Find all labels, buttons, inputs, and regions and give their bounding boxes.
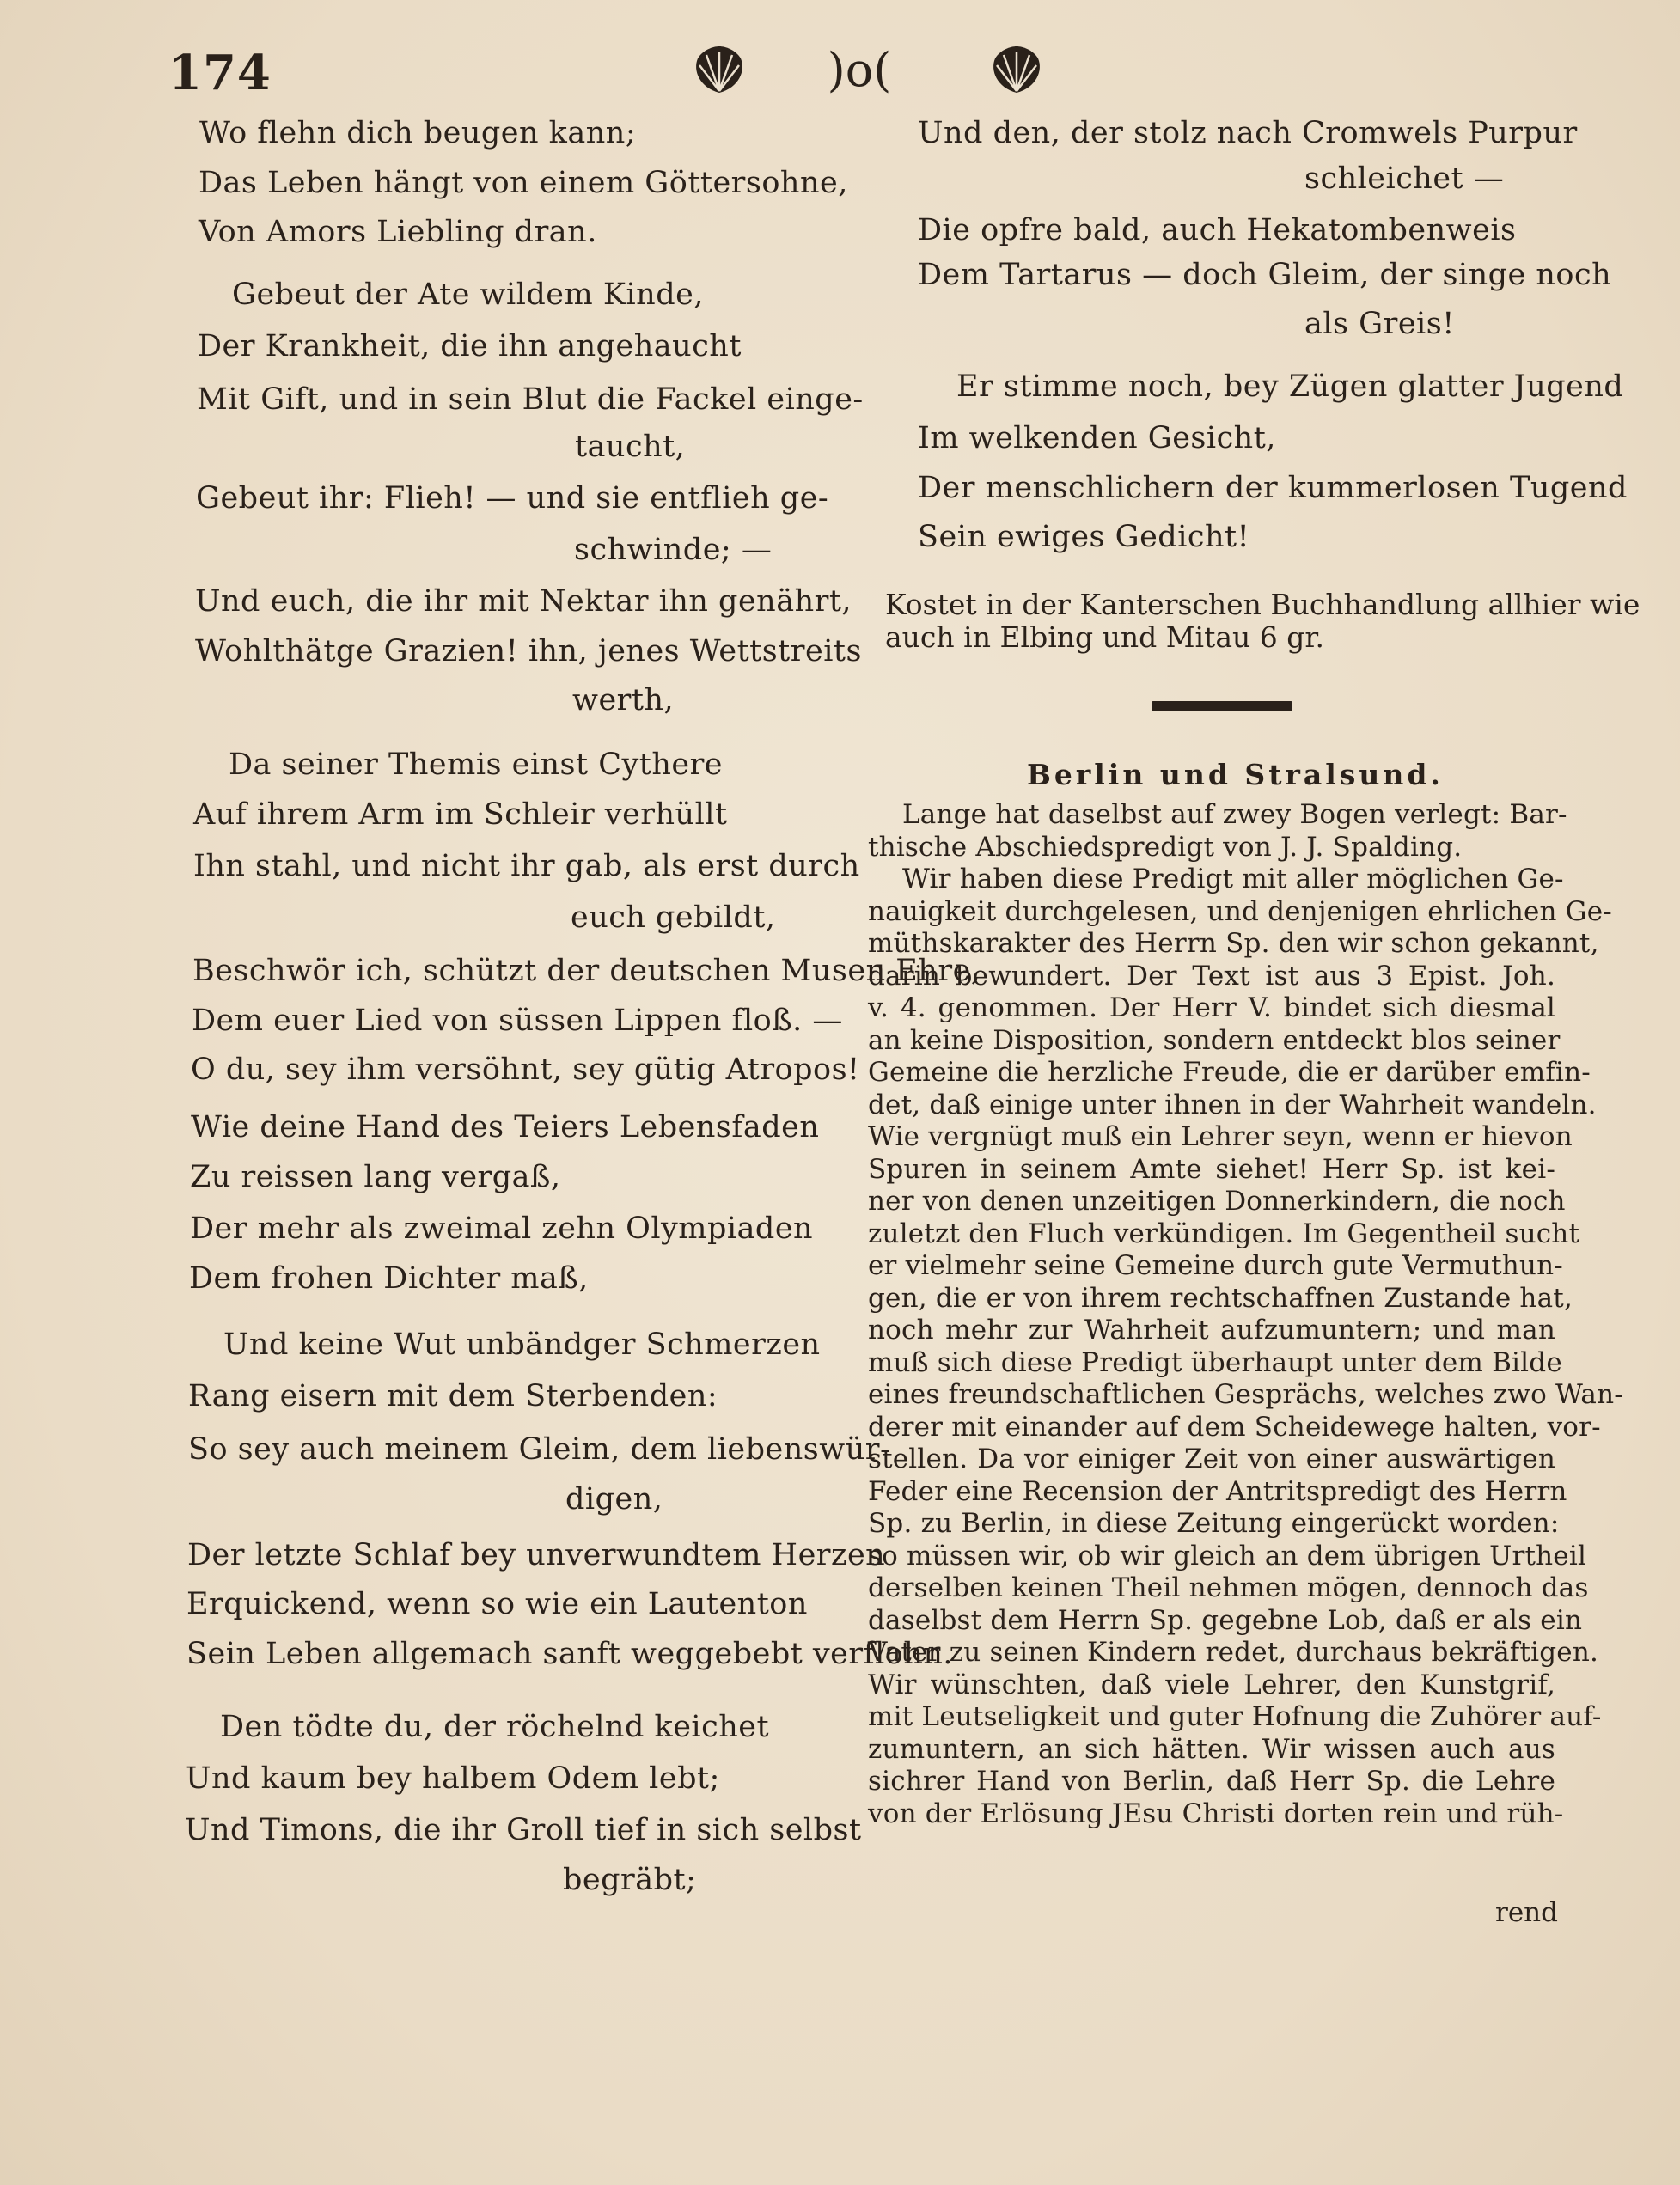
article-line: eines freundschaftlichen Gesprächs, welches zwo Wan- xyxy=(868,1379,1623,1410)
shell-ornament-left-icon xyxy=(689,43,749,98)
poem-line: digen, xyxy=(565,1482,663,1517)
poem-line: Da seiner Themis einst Cythere xyxy=(229,748,724,782)
poem-line: Und den, der stolz nach Cromwels Purpur xyxy=(918,116,1578,150)
poem-line: Wo flehn dich beugen kann; xyxy=(199,116,637,150)
article-line: Wir haben diese Predigt mit aller möglichen Ge- xyxy=(902,864,1564,894)
article-line: ner von denen unzeitigen Donnerkindern, die noch xyxy=(868,1186,1566,1217)
price-note-line: auch in Elbing und Mitau 6 gr. xyxy=(885,620,1325,654)
article-line: Feder eine Recension der Antritspredigt des Herrn xyxy=(868,1475,1567,1507)
poem-line: Er stimme noch, bey Zügen glatter Jugend xyxy=(956,369,1624,404)
article-line: Spuren in seinem Amte siehet! Herr Sp. ist kei- xyxy=(868,1153,1555,1185)
article-line: thische Abschiedspredigt von J. J. Spalding. xyxy=(868,831,1463,863)
poem-line: Im welkenden Gesicht, xyxy=(918,421,1276,455)
poem-line: Der menschlichern der kummerlosen Tugend xyxy=(918,471,1628,505)
article-line: mit Leutseligkeit und guter Hofnung die Zuhörer auf- xyxy=(868,1701,1602,1732)
article-line: Wie vergnügt muß ein Lehrer seyn, wenn er hievon xyxy=(868,1121,1573,1152)
poem-line: Sein Leben allgemach sanft weggebebt verflohn. xyxy=(186,1637,954,1671)
poem-line: Das Leben hängt von einem Göttersohne, xyxy=(199,166,848,200)
poem-line: taucht, xyxy=(575,430,686,464)
article-line: Vater zu seinen Kindern redet, durchaus bekräftigen. xyxy=(868,1637,1599,1668)
article-line: gen, die er von ihrem rechtschaffnen Zustande hat, xyxy=(868,1282,1573,1314)
poem-line: Und kaum bey halbem Odem lebt; xyxy=(186,1761,720,1796)
poem-line: Ihn stahl, und nicht ihr gab, als erst durch xyxy=(193,849,860,883)
article-line: so müssen wir, ob wir gleich an dem übrigen Urtheil xyxy=(868,1540,1587,1572)
article-line: det, daß einige unter ihnen in der Wahrheit wandeln. xyxy=(868,1089,1597,1120)
article-line: v. 4. genommen. Der Herr V. bindet sich diesmal xyxy=(868,992,1555,1023)
poem-line: Der Krankheit, die ihn angehaucht xyxy=(198,329,742,363)
poem-line: Erquickend, wenn so wie ein Lautenton xyxy=(186,1587,808,1621)
article-line: Wir wünschten, daß viele Lehrer, den Kunstgrif, xyxy=(868,1669,1555,1700)
poem-line: Wohlthätge Grazien! ihn, jenes Wettstreits xyxy=(195,634,862,668)
article-line: daselbst dem Herrn Sp. gegebne Lob, daß er als ein xyxy=(868,1604,1583,1636)
catchword: rend xyxy=(1495,1897,1558,1928)
poem-line: schleichet — xyxy=(1304,162,1505,196)
poem-line: als Greis! xyxy=(1304,307,1455,341)
article-line: von der Erlösung JEsu Christi dorten rein und rüh- xyxy=(868,1797,1564,1829)
poem-line: Gebeut ihr: Flieh! — und sie entflieh ge- xyxy=(196,481,829,516)
article-line: noch mehr zur Wahrheit aufzumuntern; und man xyxy=(868,1315,1555,1346)
poem-line: Der letzte Schlaf bey unverwundtem Herzen xyxy=(187,1538,886,1572)
poem-line: Die opfre bald, auch Hekatombenweis xyxy=(918,213,1517,247)
article-line: Gemeine die herzliche Freude, die er darüber emfin- xyxy=(868,1057,1591,1088)
poem-line: Und keine Wut unbändger Schmerzen xyxy=(223,1327,821,1362)
article-line: nauigkeit durchgelesen, und denjenigen ehrlichen Ge- xyxy=(868,895,1612,927)
article-line: stellen. Da vor einiger Zeit von einer auswärtigen xyxy=(868,1443,1555,1474)
article-line: darin bewundert. Der Text ist aus 3 Epist. Joh. xyxy=(868,960,1555,992)
poem-line: Und euch, die ihr mit Nektar ihn genährt, xyxy=(195,584,852,619)
page-number: 174 xyxy=(168,45,272,101)
poem-line: euch gebildt, xyxy=(571,900,776,935)
shell-ornament-right-icon xyxy=(987,43,1047,98)
poem-line: Sein ewiges Gedicht! xyxy=(918,520,1250,554)
poem-line: schwinde; — xyxy=(574,533,773,567)
poem-line: O du, sey ihm versöhnt, sey gütig Atropos! xyxy=(191,1053,860,1087)
poem-line: Der mehr als zweimal zehn Olympiaden xyxy=(190,1212,814,1246)
article-line: müthskarakter des Herrn Sp. den wir schon gekannt, xyxy=(868,928,1599,959)
poem-line: begräbt; xyxy=(563,1863,697,1897)
poem-line: Dem euer Lied von süssen Lippen floß. — xyxy=(192,1004,843,1038)
article-line: zumuntern, an sich hätten. Wir wissen auch aus xyxy=(868,1733,1555,1765)
article-line: an keine Disposition, sondern entdeckt blos seiner xyxy=(868,1024,1561,1056)
article-line: derselben keinen Theil nehmen mögen, dennoch das xyxy=(868,1572,1589,1603)
poem-line: Zu reissen lang vergaß, xyxy=(190,1160,561,1194)
poem-line: Auf ihrem Arm im Schleir verhüllt xyxy=(193,797,728,832)
price-note-line: Kostet in der Kanterschen Buchhandlung allhier wie xyxy=(885,588,1640,621)
article-line: derer mit einander auf dem Scheidewege halten, vor- xyxy=(868,1411,1601,1443)
header-separator: )o( xyxy=(827,43,892,97)
poem-line: Gebeut der Ate wildem Kinde, xyxy=(232,278,704,312)
poem-line: Beschwör ich, schützt der deutschen Musen Ehre, xyxy=(192,954,981,988)
article-body xyxy=(868,799,1623,1830)
poem-line: Rang eisern mit dem Sterbenden: xyxy=(188,1379,718,1413)
price-note xyxy=(885,588,1640,654)
article-heading: Berlin und Stralsund. xyxy=(1027,758,1444,791)
article-line: muß sich diese Predigt überhaupt unter dem Bilde xyxy=(868,1346,1562,1378)
poem-line: Mit Gift, und in sein Blut die Fackel einge- xyxy=(197,382,864,417)
poem-line: Dem frohen Dichter maß, xyxy=(189,1261,589,1296)
article-line: sichrer Hand von Berlin, daß Herr Sp. die Lehre xyxy=(868,1766,1555,1797)
poem-line: Von Amors Liebling dran. xyxy=(199,215,597,249)
section-divider xyxy=(1152,701,1292,711)
poem-line: Und Timons, die ihr Groll tief in sich selbst xyxy=(185,1813,862,1847)
poem-line: Dem Tartarus — doch Gleim, der singe noch xyxy=(918,258,1612,292)
poem-line: So sey auch meinem Gleim, dem liebenswür- xyxy=(188,1432,891,1467)
article-line: er vielmehr seine Gemeine durch gute Vermuthun- xyxy=(868,1250,1563,1281)
poem-line: Den tödte du, der röchelnd keichet xyxy=(220,1710,770,1744)
article-line: zuletzt den Fluch verkündigen. Im Gegentheil sucht xyxy=(868,1218,1580,1249)
article-line: Lange hat daselbst auf zwey Bogen verlegt: Bar- xyxy=(902,799,1567,830)
article-line: Sp. zu Berlin, in diese Zeitung eingerückt worden: xyxy=(868,1508,1560,1539)
poem-line: Wie deine Hand des Teiers Lebensfaden xyxy=(191,1110,820,1144)
poem-line: werth, xyxy=(572,683,675,717)
